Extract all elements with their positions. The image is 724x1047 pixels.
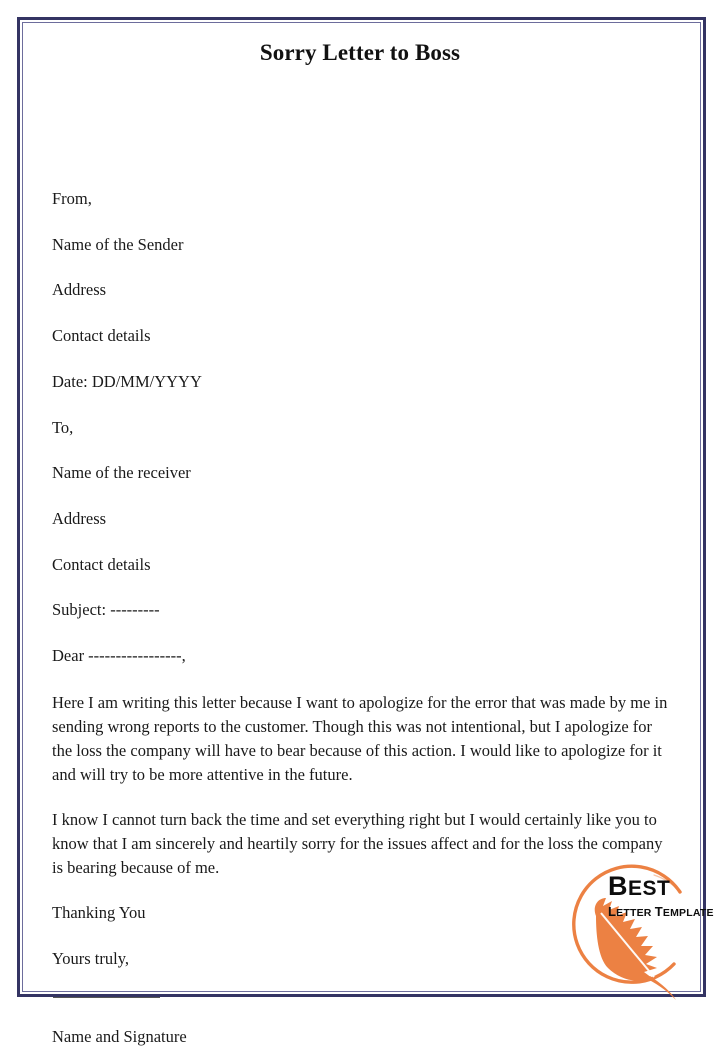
sender-address: Address — [52, 280, 107, 300]
thanking-line: Thanking You — [52, 903, 146, 923]
recipient-to-label: To, — [52, 417, 74, 437]
brand-logo — [558, 858, 714, 1002]
recipient-address: Address — [52, 508, 107, 528]
logo-tagline — [608, 904, 714, 919]
sender-contact: Contact details — [52, 326, 151, 346]
salutation-line: Dear -----------------, — [52, 646, 186, 666]
logo-tagline-emplate: EMPLATE — [662, 907, 714, 919]
logo-wordmark — [608, 871, 714, 919]
sender-from-label: From, — [52, 189, 92, 208]
logo-tagline-t: T — [654, 904, 663, 919]
signature-label: Name and Signature — [52, 1027, 187, 1046]
body-paragraph-1: Here I am writing this letter because I want to apologize for the error that was made by me in sending wrong reports to the customer. Though this was not intentional, but I apologize for the loss the company will have to bear because of this action. I would like to apologize for it and will try to be more attentive in the future. — [52, 692, 668, 784]
sender-name: Name of the Sender — [52, 234, 184, 254]
sender-block — [52, 188, 672, 392]
logo-brand-rest: EST — [628, 877, 671, 900]
body-paragraph-2: I know I cannot turn back the time and set everything right but I would certainly like you to know that I am sincerely and heartily sorry for the issues affect and for the loss the company is bearing because of me. — [52, 810, 663, 878]
signature-rule — [53, 997, 160, 998]
logo-tagline-etter: ETTER — [616, 907, 655, 919]
recipient-contact: Contact details — [52, 554, 151, 574]
subject-line: Subject: --------- — [52, 600, 160, 620]
title-area — [52, 40, 672, 66]
logo-brand-name — [608, 873, 704, 900]
letter-date: Date: DD/MM/YYYY — [52, 371, 202, 391]
recipient-block — [52, 417, 672, 575]
logo-tagline-l: L — [608, 904, 617, 919]
recipient-name: Name of the receiver — [52, 463, 191, 483]
closing-line: Yours truly, — [52, 948, 130, 968]
page-title: Sorry Letter to Boss — [259, 40, 461, 65]
logo-brand-initial: B — [608, 871, 628, 901]
